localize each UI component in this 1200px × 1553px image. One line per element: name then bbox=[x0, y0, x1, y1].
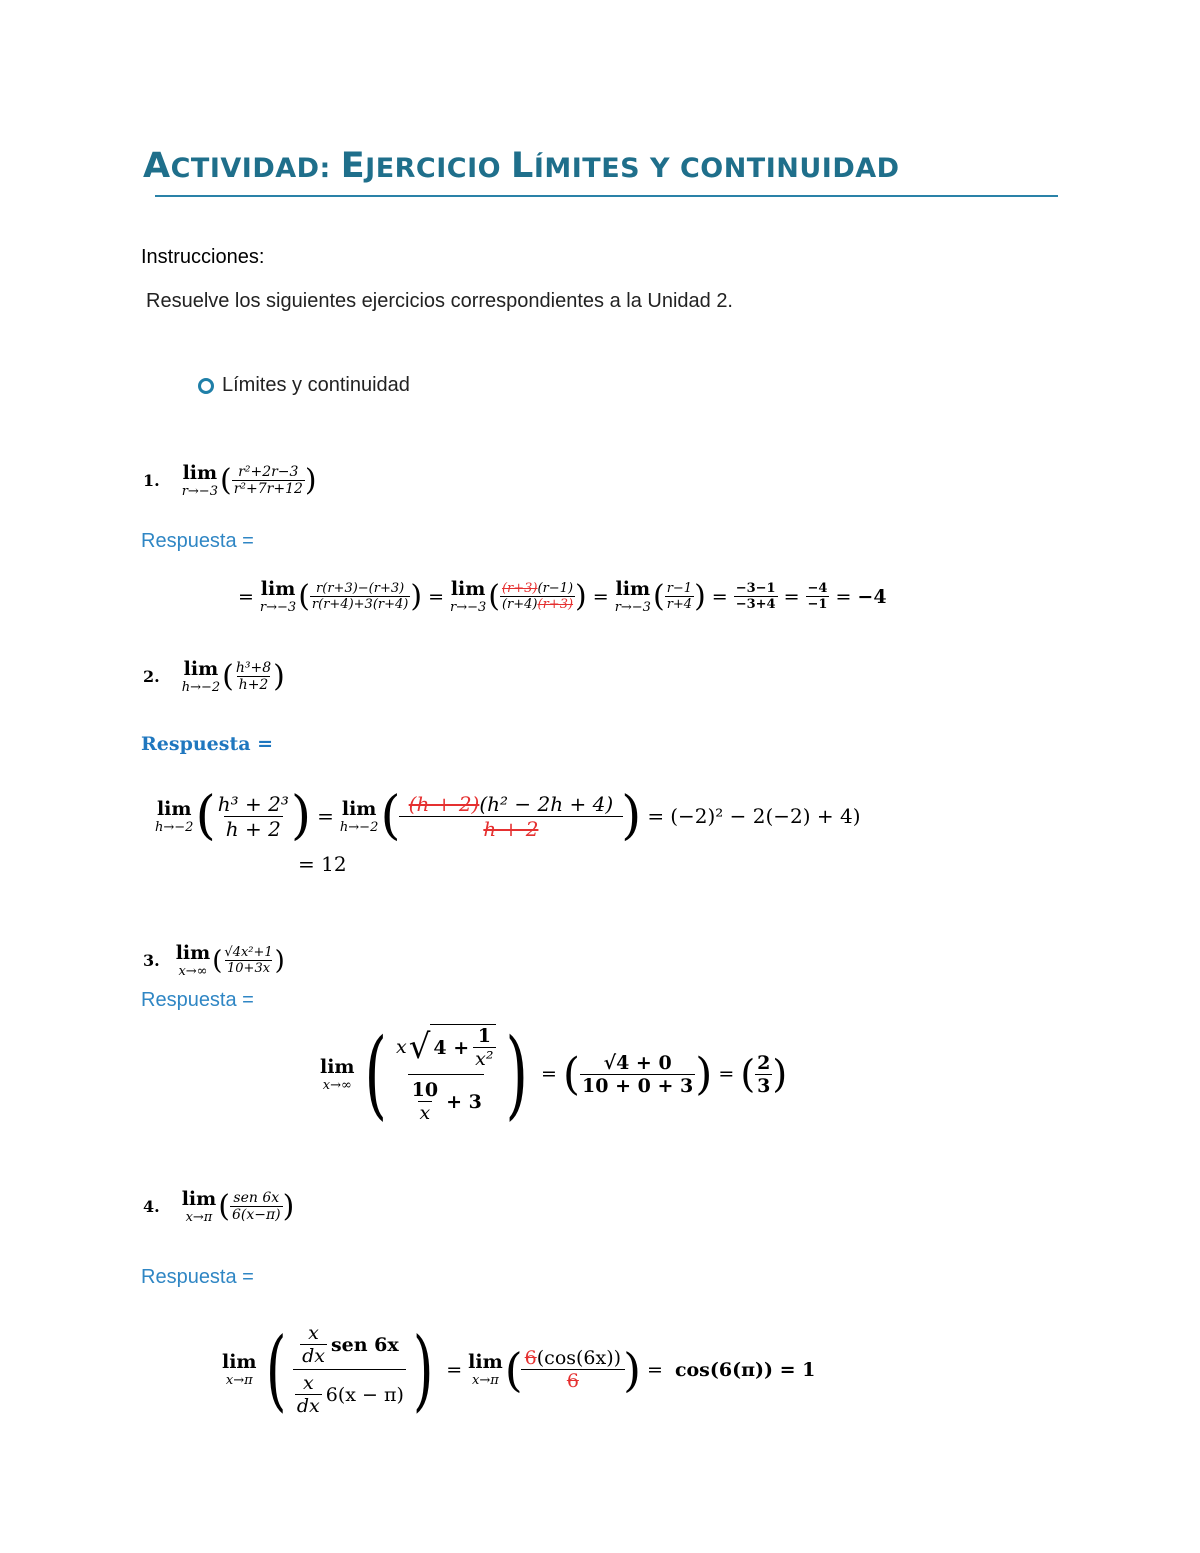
answer-label-1: Respuesta = bbox=[141, 530, 254, 552]
exercise-2-solution: lim h→−2 ( $\frac{\text{h³ + 2³}}{h + 2}$ ) = lim h→−2 ( $\frac{\text{(h + 2)(h² − 2h + 4)}}{h + 2}$ ) = (−2)² − 2(−2) + 4) bbox=[155, 786, 861, 846]
page-title: ACTIVIDAD: EJERCICIO LÍMITES Y CONTINUIDAD bbox=[143, 146, 900, 186]
exercise-1-statement: 1. lim r→−3 ( $\frac{\text{r²+2r−3}}{\text{r²+7r+12}}$ ) bbox=[143, 462, 317, 499]
exercise-3-statement: 3. lim x→∞ ( $\frac{\text{√4x²+1}}{10+3x}$ ) bbox=[143, 942, 285, 979]
exercise-4-solution: lim x→π ( $\frac{x}{dx}$ sen 6x $\frac{x}{dx}$ 6(x − π) ) = lim x→π ( $\frac{6(\cos(6x))}{6}$ ) = cos(6(π)) = 1 bbox=[222, 1318, 816, 1421]
instructions-text: Resuelve los siguientes ejercicios correspondientes a la Unidad 2. bbox=[146, 290, 733, 312]
exercise-2-result: = 12 bbox=[298, 852, 347, 876]
exercise-1-solution: = lim r→−3 ( $\frac{r(r+3)-(r+3)}{r(r+4)+3(r+4)}$ ) = lim r→−3 ( $\frac{(r+3)(r-1)}{(r+4)(r+3)}$ ) = lim r→−3 ( $\frac{r-1}{r+4}$ ) = $\frac{-3-1}{-3+4}$ = $\frac{-4}{-1}$ = −4 bbox=[238, 578, 887, 615]
answer-label-4: Respuesta = bbox=[141, 1266, 254, 1288]
answer-label-2: Respuesta = bbox=[141, 733, 274, 755]
exercise-4-statement: 4. lim x→π ( $\frac{\text{sen 6x}}{6(x-\pi)}$ ) bbox=[143, 1188, 295, 1225]
bullet-item: Límites y continuidad bbox=[198, 374, 410, 397]
exercise-2-statement: 2. lim h→−2 ( $\frac{\text{h³+8}}{h+2}$ ) bbox=[143, 658, 285, 695]
instructions-heading: Instrucciones: bbox=[141, 246, 265, 268]
exercise-3-solution: lim x→∞ ( x √ 4 + $\frac{1}{\text{x²}}$ $\frac{10}{x}$ + 3 ) = ( $\frac{√4 + 0}{10 + 0 + 3}$ ) = ( $\frac{2}{3}$ ) bbox=[320, 1018, 788, 1130]
title-underline bbox=[155, 195, 1058, 197]
circle-bullet-icon bbox=[198, 378, 214, 394]
answer-label-3: Respuesta = bbox=[141, 989, 254, 1011]
